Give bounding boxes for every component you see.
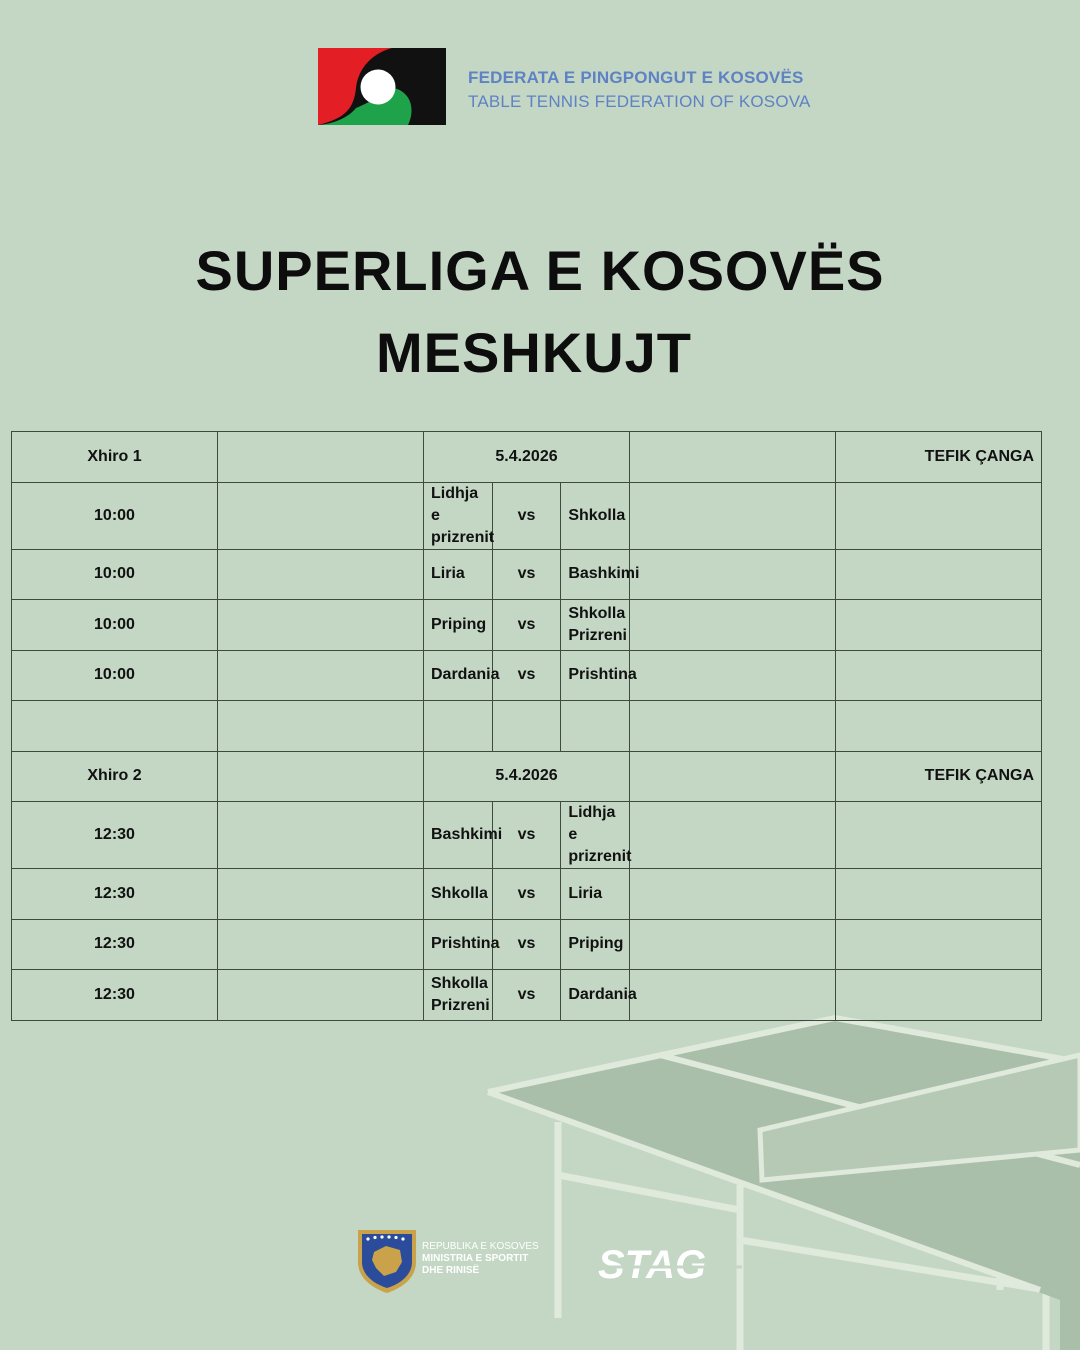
vs-label: vs	[492, 600, 561, 651]
round-date: 5.4.2026	[424, 432, 630, 483]
empty-cell	[835, 701, 1041, 752]
empty-cell	[218, 482, 424, 549]
empty-cell	[218, 751, 424, 802]
vs-label: vs	[492, 549, 561, 600]
match-time: 12:30	[12, 970, 218, 1021]
match-time: 12:30	[12, 869, 218, 920]
ministry-line1: REPUBLIKA E KOSOVES	[422, 1241, 539, 1252]
match-time: 12:30	[12, 802, 218, 869]
vs-label: vs	[492, 482, 561, 549]
match-row	[12, 869, 1042, 920]
away-team: Liria	[561, 869, 630, 920]
round-date: 5.4.2026	[424, 751, 630, 802]
ministry-line2: MINISTRIA E SPORTIT	[422, 1253, 529, 1264]
kosovo-coat-of-arms-icon	[356, 1226, 418, 1294]
away-team: Priping	[561, 919, 630, 970]
federation-name-en: TABLE TENNIS FEDERATION OF KOSOVA	[468, 92, 811, 111]
spacer-row	[12, 701, 1042, 752]
empty-cell	[629, 869, 835, 920]
away-team: Prishtina	[561, 650, 630, 701]
empty-cell	[218, 802, 424, 869]
empty-cell	[835, 919, 1041, 970]
page-subtitle: MESHKUJT	[375, 321, 693, 384]
round-venue: TEFIK ÇANGA	[835, 751, 1041, 802]
home-team: Lidhja e prizrenit	[424, 482, 493, 549]
empty-cell	[629, 549, 835, 600]
empty-cell	[218, 970, 424, 1021]
round-label: Xhiro 1	[12, 432, 218, 483]
match-time: 12:30	[12, 919, 218, 970]
match-row	[12, 919, 1042, 970]
round-label: Xhiro 2	[12, 751, 218, 802]
empty-cell	[218, 869, 424, 920]
empty-cell	[835, 869, 1041, 920]
empty-cell	[629, 650, 835, 701]
empty-cell	[629, 432, 835, 483]
match-row	[12, 482, 1042, 549]
home-team: Shkolla Prizreni	[424, 970, 493, 1021]
empty-cell	[629, 919, 835, 970]
stag-logo	[596, 1240, 744, 1286]
match-time: 10:00	[12, 650, 218, 701]
federation-header	[318, 48, 838, 126]
home-team: Dardania	[424, 650, 493, 701]
empty-cell	[629, 802, 835, 869]
vs-label: vs	[492, 869, 561, 920]
vs-label: vs	[492, 970, 561, 1021]
round-venue: TEFIK ÇANGA	[835, 432, 1041, 483]
vs-label: vs	[492, 919, 561, 970]
away-team: Lidhja e prizrenit	[561, 802, 630, 869]
vs-label: vs	[492, 802, 561, 869]
away-team: Shkolla	[561, 482, 630, 549]
ministry-logo	[356, 1226, 556, 1296]
empty-cell	[218, 549, 424, 600]
home-team: Prishtina	[424, 919, 493, 970]
match-time: 10:00	[12, 482, 218, 549]
federation-name	[468, 66, 811, 114]
empty-cell	[835, 600, 1041, 651]
empty-cell	[629, 751, 835, 802]
match-time: 10:00	[12, 549, 218, 600]
match-row	[12, 970, 1042, 1021]
match-row	[12, 549, 1042, 600]
empty-cell	[218, 600, 424, 651]
home-team: Liria	[424, 549, 493, 600]
ministry-line3: DHE RINISË	[422, 1265, 480, 1276]
match-row	[12, 650, 1042, 701]
round-header-row	[12, 432, 1042, 483]
empty-cell	[629, 970, 835, 1021]
empty-cell	[629, 600, 835, 651]
home-team: Priping	[424, 600, 493, 651]
empty-cell	[561, 701, 630, 752]
match-row	[12, 802, 1042, 869]
federation-name-sq: FEDERATA E PINGPONGUT E KOSOVËS	[468, 68, 804, 87]
empty-cell	[835, 970, 1041, 1021]
home-team: Bashkimi	[424, 802, 493, 869]
away-team: Shkolla Prizreni	[561, 600, 630, 651]
empty-cell	[835, 482, 1041, 549]
empty-cell	[12, 701, 218, 752]
home-team: Shkolla	[424, 869, 493, 920]
empty-cell	[835, 549, 1041, 600]
empty-cell	[835, 650, 1041, 701]
schedule-table	[11, 431, 1042, 1021]
empty-cell	[424, 701, 493, 752]
empty-cell	[218, 432, 424, 483]
away-team: Dardania	[561, 970, 630, 1021]
page-title: SUPERLIGA E KOSOVËS	[195, 239, 885, 302]
match-row	[12, 600, 1042, 651]
round-header-row	[12, 751, 1042, 802]
empty-cell	[629, 701, 835, 752]
empty-cell	[218, 650, 424, 701]
stag-logo-text: STAG	[598, 1243, 707, 1286]
empty-cell	[492, 701, 561, 752]
vs-label: vs	[492, 650, 561, 701]
empty-cell	[218, 701, 424, 752]
ftt-kosovo-logo	[318, 48, 446, 125]
match-time: 10:00	[12, 600, 218, 651]
empty-cell	[629, 482, 835, 549]
ministry-text	[422, 1241, 539, 1277]
away-team: Bashkimi	[561, 549, 630, 600]
empty-cell	[218, 919, 424, 970]
empty-cell	[835, 802, 1041, 869]
